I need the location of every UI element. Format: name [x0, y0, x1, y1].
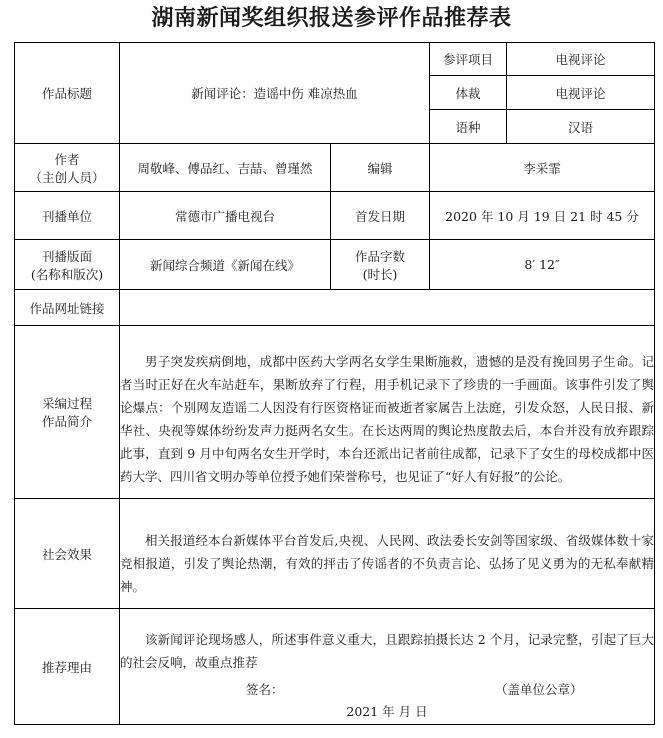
editor-value: 李采霏 [430, 144, 655, 192]
author-label-line1: 作者 [54, 151, 80, 167]
process-cell [120, 326, 655, 499]
signature-row [120, 674, 654, 700]
page-title: 湖南新闻奖组织报送参评作品推荐表 [151, 6, 512, 31]
process-label-line2: 作品简介 [41, 414, 92, 429]
sign-label: 签名： [246, 682, 284, 697]
category-value: 电视评论 [507, 43, 655, 76]
url-value [120, 290, 655, 326]
effect-text: 相关报道经本台新媒体平台首发后,央视、人民网、政法委长安剑等国家级、省级媒体数十家竞相报道，引发了舆论热潮，有效的抨击了传谣者的不负责言论、弘扬了见义勇为的无私奉献精神。 [120, 532, 655, 594]
page-label [15, 240, 120, 290]
page-value: 新闻综合频道《新闻在线》 [120, 240, 331, 290]
category-label: 参评项目 [430, 43, 507, 76]
work-title-label: 作品标题 [15, 43, 120, 144]
genre-value: 电视评论 [507, 76, 655, 110]
length-label [331, 240, 430, 290]
page-label-line2: (名称和版次) [30, 266, 104, 282]
editor-label: 编辑 [331, 144, 430, 192]
publisher-label: 刊播单位 [15, 192, 120, 240]
stamp-label: （盖单位公章） [495, 682, 583, 697]
publisher-value: 常德市广播电视台 [120, 192, 331, 240]
language-label: 语种 [430, 110, 507, 144]
reason-label: 推荐理由 [15, 609, 120, 725]
effect-cell [120, 499, 655, 609]
first-date-value: 2020 年 10 月 19 日 21 时 45 分 [430, 192, 655, 240]
author-label-line2: （主创人员） [29, 169, 105, 185]
process-text: 男子突发疾病倒地，成都中医药大学两名女学生果断施救，遗憾的是没有挽回男子生命。记者当时正好在火车站赶车，果断放弃了行程，用手机记录下了珍贵的一手画面。该事件引发了舆论爆点：个别网友造谣二人因没有行医资格证而被逝者家属告上法庭，引发众怒，人民日报、新华社、央视等媒体纷纷发声力挺两名女生。在长达两周的舆论热度散去后，本台并没有放弃跟踪此事，直到 9 月中旬两名女生开学时，本台还派出记者前往成都，记录下了女生的母校成都中医药大学、四川省文明办等单位授予她们荣誉称号，也见证了“好人有好报”的公论。 [120, 353, 655, 484]
length-label-line1: 作品字数 [355, 248, 406, 264]
recommendation-form [14, 42, 655, 725]
length-label-line2: (时长) [362, 266, 398, 282]
effect-label: 社会效果 [15, 499, 120, 609]
url-label: 作品网址链接 [15, 290, 120, 326]
first-date-label: 首发日期 [331, 192, 430, 240]
work-title-value: 新闻评论：造谣中伤 难凉热血 [120, 43, 430, 144]
reason-cell [120, 609, 655, 725]
process-label-line1: 采编过程 [41, 396, 92, 411]
author-label [15, 144, 120, 192]
length-value: 8′ 12″ [430, 240, 655, 290]
sign-date: 2021 年 月 日 [346, 704, 428, 719]
language-value: 汉语 [507, 110, 655, 144]
genre-label: 体裁 [430, 76, 507, 110]
authors-value: 周敬峰、傅品红、吉喆、曾瑾然 [120, 144, 331, 192]
process-label [15, 326, 120, 499]
reason-text: 该新闻评论现场感人，所述事件意义重大，且跟踪拍摄长达 2 个月，记录完整，引起了巨大的社会反响，故重点推荐 [120, 632, 655, 670]
page-label-line1: 刊播版面 [41, 248, 92, 264]
